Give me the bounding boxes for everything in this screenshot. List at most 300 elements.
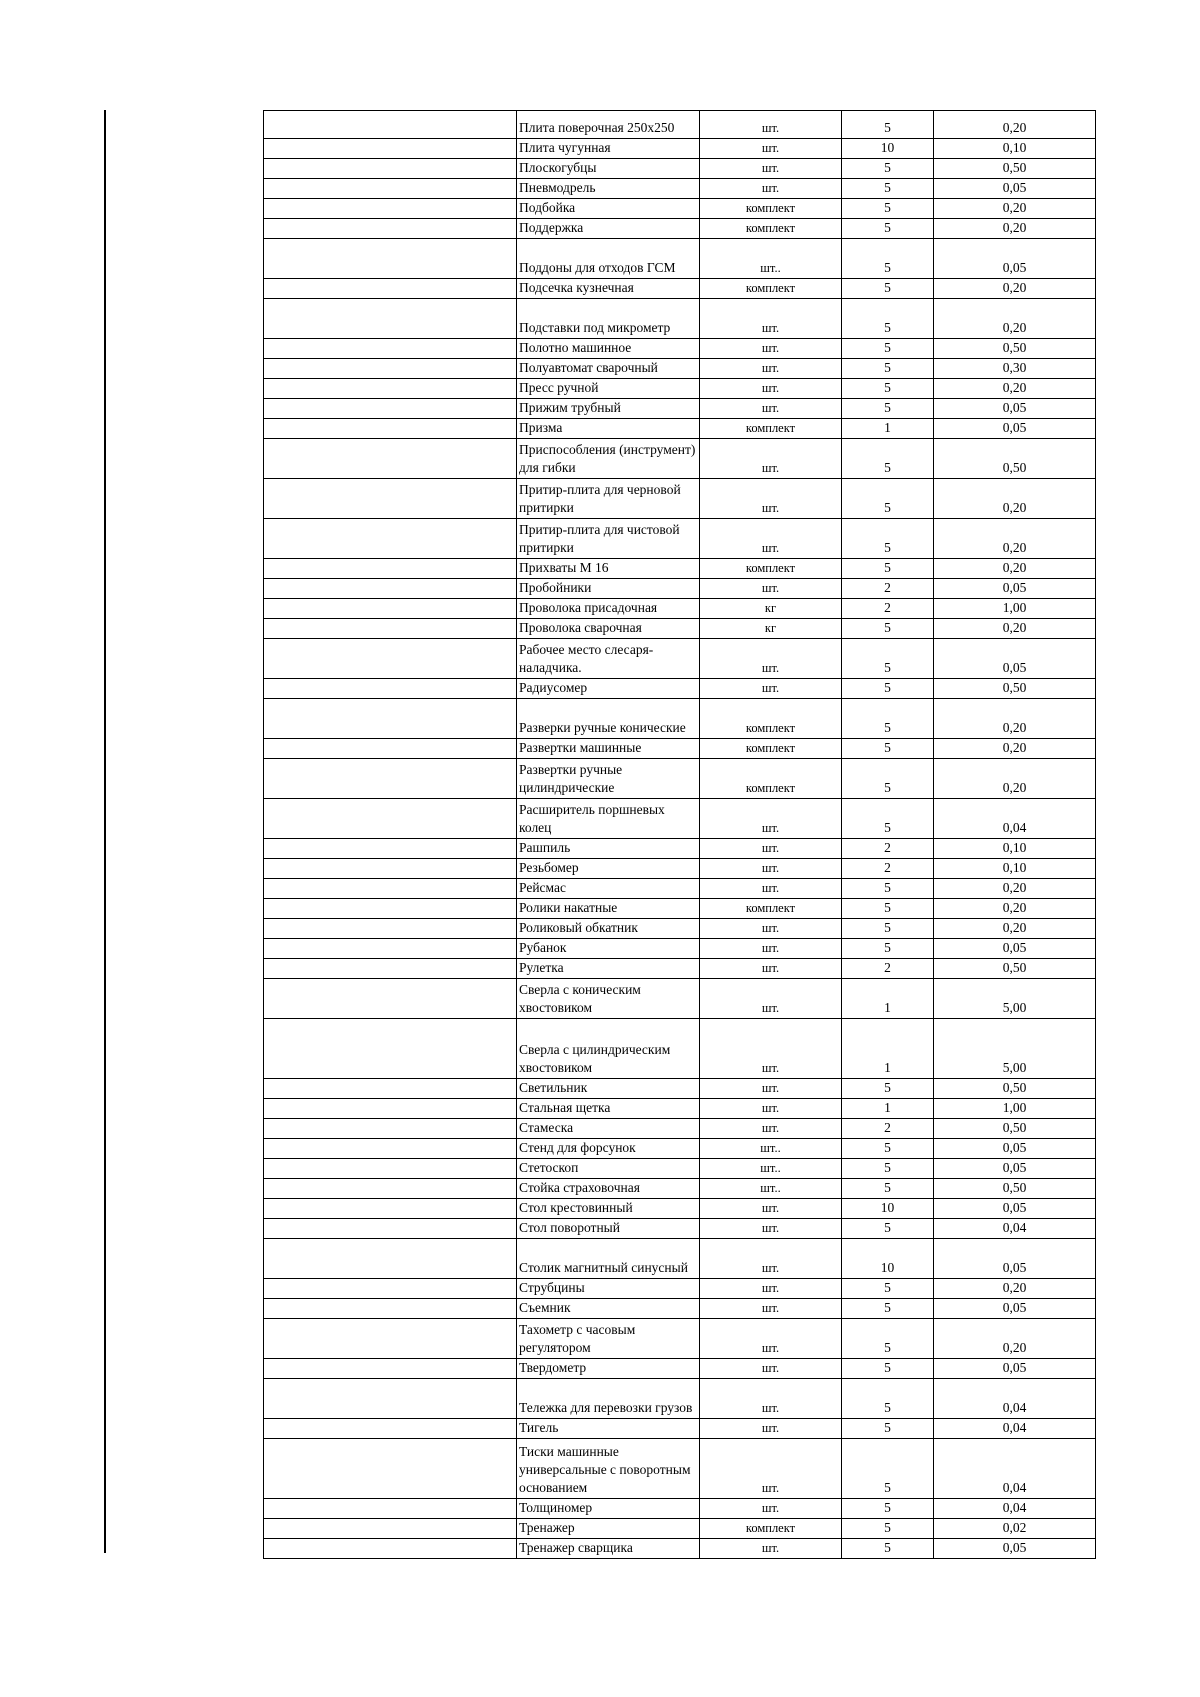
item-unit-cell: кг bbox=[700, 599, 842, 619]
item-unit-cell: шт.. bbox=[700, 239, 842, 279]
table-row bbox=[264, 399, 1096, 419]
item-qty-cell: 5 bbox=[842, 399, 934, 419]
table-row bbox=[264, 1499, 1096, 1519]
item-unit-cell: шт. bbox=[700, 179, 842, 199]
item-qty-cell: 2 bbox=[842, 579, 934, 599]
item-unit-cell: шт. bbox=[700, 1539, 842, 1559]
item-coef-cell: 0,20 bbox=[934, 739, 1096, 759]
item-unit-cell: комплект bbox=[700, 759, 842, 799]
item-unit-cell: комплект bbox=[700, 419, 842, 439]
item-coef-cell: 0,50 bbox=[934, 959, 1096, 979]
item-name-cell: Рубанок bbox=[517, 939, 700, 959]
table-row bbox=[264, 679, 1096, 699]
item-qty-cell: 5 bbox=[842, 1499, 934, 1519]
item-qty-cell: 2 bbox=[842, 599, 934, 619]
row-empty-cell bbox=[264, 1019, 517, 1079]
item-unit-cell: комплект bbox=[700, 899, 842, 919]
item-unit-cell: шт. bbox=[700, 1199, 842, 1219]
item-unit-cell: шт. bbox=[700, 139, 842, 159]
item-name-cell: Рабочее место слесаря-наладчика. bbox=[517, 639, 700, 679]
row-empty-cell bbox=[264, 379, 517, 399]
row-empty-cell bbox=[264, 739, 517, 759]
row-empty-cell bbox=[264, 419, 517, 439]
table-row bbox=[264, 479, 1096, 519]
item-coef-cell: 1,00 bbox=[934, 1099, 1096, 1119]
table-row bbox=[264, 1219, 1096, 1239]
item-coef-cell: 0,10 bbox=[934, 839, 1096, 859]
item-name-cell: Стенд для форсунок bbox=[517, 1139, 700, 1159]
item-unit-cell: комплект bbox=[700, 199, 842, 219]
item-coef-cell: 0,30 bbox=[934, 359, 1096, 379]
item-coef-cell: 0,50 bbox=[934, 679, 1096, 699]
item-coef-cell: 1,00 bbox=[934, 599, 1096, 619]
item-coef-cell: 0,20 bbox=[934, 199, 1096, 219]
row-empty-cell bbox=[264, 1279, 517, 1299]
table-row bbox=[264, 1199, 1096, 1219]
item-name-cell: Притир-плита для чистовой притирки bbox=[517, 519, 700, 559]
item-qty-cell: 5 bbox=[842, 899, 934, 919]
item-coef-cell: 0,20 bbox=[934, 219, 1096, 239]
item-name-cell: Полотно машинное bbox=[517, 339, 700, 359]
item-unit-cell: шт. bbox=[700, 579, 842, 599]
item-qty-cell: 5 bbox=[842, 1159, 934, 1179]
item-qty-cell: 5 bbox=[842, 1439, 934, 1499]
item-name-cell: Тигель bbox=[517, 1419, 700, 1439]
table-row bbox=[264, 979, 1096, 1019]
item-name-cell: Стальная щетка bbox=[517, 1099, 700, 1119]
item-unit-cell: комплект bbox=[700, 559, 842, 579]
equipment-table-body bbox=[264, 111, 1096, 1559]
item-unit-cell: шт.. bbox=[700, 1139, 842, 1159]
row-empty-cell bbox=[264, 699, 517, 739]
item-unit-cell: шт. bbox=[700, 1239, 842, 1279]
left-margin-rule bbox=[104, 110, 106, 1553]
item-unit-cell: шт. bbox=[700, 1499, 842, 1519]
item-unit-cell: шт. bbox=[700, 1319, 842, 1359]
item-unit-cell: шт. bbox=[700, 299, 842, 339]
item-qty-cell: 5 bbox=[842, 439, 934, 479]
item-qty-cell: 2 bbox=[842, 859, 934, 879]
item-qty-cell: 5 bbox=[842, 559, 934, 579]
table-row bbox=[264, 1079, 1096, 1099]
row-empty-cell bbox=[264, 1519, 517, 1539]
item-qty-cell: 5 bbox=[842, 1299, 934, 1319]
table-row bbox=[264, 1319, 1096, 1359]
item-coef-cell: 0,05 bbox=[934, 179, 1096, 199]
item-qty-cell: 2 bbox=[842, 959, 934, 979]
table-row bbox=[264, 959, 1096, 979]
item-unit-cell: шт. bbox=[700, 159, 842, 179]
item-qty-cell: 5 bbox=[842, 1539, 934, 1559]
item-name-cell: Струбцины bbox=[517, 1279, 700, 1299]
item-name-cell: Притир-плита для черновой притирки bbox=[517, 479, 700, 519]
row-empty-cell bbox=[264, 1099, 517, 1119]
item-name-cell: Пресс ручной bbox=[517, 379, 700, 399]
row-empty-cell bbox=[264, 519, 517, 559]
table-row bbox=[264, 599, 1096, 619]
item-qty-cell: 5 bbox=[842, 1219, 934, 1239]
item-coef-cell: 5,00 bbox=[934, 1019, 1096, 1079]
item-coef-cell: 0,50 bbox=[934, 1079, 1096, 1099]
item-name-cell: Сверла с цилиндрическим хвостовиком bbox=[517, 1019, 700, 1079]
item-qty-cell: 5 bbox=[842, 1519, 934, 1539]
row-empty-cell bbox=[264, 1379, 517, 1419]
item-unit-cell: шт. bbox=[700, 399, 842, 419]
row-empty-cell bbox=[264, 299, 517, 339]
item-unit-cell: шт. bbox=[700, 1359, 842, 1379]
table-row bbox=[264, 1299, 1096, 1319]
item-qty-cell: 5 bbox=[842, 939, 934, 959]
table-row bbox=[264, 379, 1096, 399]
item-qty-cell: 5 bbox=[842, 179, 934, 199]
table-row bbox=[264, 639, 1096, 679]
table-row bbox=[264, 159, 1096, 179]
item-qty-cell: 5 bbox=[842, 759, 934, 799]
item-coef-cell: 0,04 bbox=[934, 799, 1096, 839]
item-qty-cell: 5 bbox=[842, 679, 934, 699]
item-qty-cell: 5 bbox=[842, 479, 934, 519]
row-empty-cell bbox=[264, 1499, 517, 1519]
table-row bbox=[264, 879, 1096, 899]
table-row bbox=[264, 1379, 1096, 1419]
item-name-cell: Призма bbox=[517, 419, 700, 439]
item-qty-cell: 5 bbox=[842, 279, 934, 299]
item-unit-cell: шт. bbox=[700, 959, 842, 979]
item-qty-cell: 5 bbox=[842, 159, 934, 179]
item-name-cell: Полуавтомат сварочный bbox=[517, 359, 700, 379]
item-unit-cell: комплект bbox=[700, 219, 842, 239]
row-empty-cell bbox=[264, 1119, 517, 1139]
item-coef-cell: 0,20 bbox=[934, 919, 1096, 939]
table-row bbox=[264, 1539, 1096, 1559]
table-row bbox=[264, 699, 1096, 739]
row-empty-cell bbox=[264, 1199, 517, 1219]
table-row bbox=[264, 619, 1096, 639]
row-empty-cell bbox=[264, 1319, 517, 1359]
table-row bbox=[264, 1239, 1096, 1279]
item-qty-cell: 5 bbox=[842, 639, 934, 679]
table-row bbox=[264, 519, 1096, 559]
row-empty-cell bbox=[264, 1239, 517, 1279]
item-unit-cell: шт. bbox=[700, 1279, 842, 1299]
item-name-cell: Проволока сварочная bbox=[517, 619, 700, 639]
item-unit-cell: шт. bbox=[700, 439, 842, 479]
item-name-cell: Тиски машинные универсальные с поворотным основанием bbox=[517, 1439, 700, 1499]
item-qty-cell: 5 bbox=[842, 1279, 934, 1299]
item-unit-cell: шт. bbox=[700, 1299, 842, 1319]
table-row bbox=[264, 1419, 1096, 1439]
item-qty-cell: 5 bbox=[842, 799, 934, 839]
table-row bbox=[264, 1099, 1096, 1119]
table-row bbox=[264, 759, 1096, 799]
item-coef-cell: 0,20 bbox=[934, 699, 1096, 739]
item-coef-cell: 0,04 bbox=[934, 1219, 1096, 1239]
table-row bbox=[264, 859, 1096, 879]
table-row bbox=[264, 199, 1096, 219]
item-name-cell: Приспособления (инструмент) для гибки bbox=[517, 439, 700, 479]
row-empty-cell bbox=[264, 979, 517, 1019]
table-row bbox=[264, 299, 1096, 339]
item-name-cell: Рейсмас bbox=[517, 879, 700, 899]
item-name-cell: Расширитель поршневых колец bbox=[517, 799, 700, 839]
row-empty-cell bbox=[264, 279, 517, 299]
item-qty-cell: 5 bbox=[842, 339, 934, 359]
row-empty-cell bbox=[264, 159, 517, 179]
row-empty-cell bbox=[264, 759, 517, 799]
item-name-cell: Радиусомер bbox=[517, 679, 700, 699]
table-row bbox=[264, 111, 1096, 139]
item-qty-cell: 5 bbox=[842, 379, 934, 399]
table-row bbox=[264, 359, 1096, 379]
item-name-cell: Светильник bbox=[517, 1079, 700, 1099]
row-empty-cell bbox=[264, 679, 517, 699]
row-empty-cell bbox=[264, 139, 517, 159]
table-row bbox=[264, 279, 1096, 299]
item-coef-cell: 0,20 bbox=[934, 299, 1096, 339]
item-unit-cell: шт. bbox=[700, 1079, 842, 1099]
item-name-cell: Резьбомер bbox=[517, 859, 700, 879]
item-qty-cell: 5 bbox=[842, 1179, 934, 1199]
table-row bbox=[264, 1159, 1096, 1179]
item-unit-cell: шт. bbox=[700, 939, 842, 959]
item-name-cell: Подбойка bbox=[517, 199, 700, 219]
table-row bbox=[264, 739, 1096, 759]
item-coef-cell: 0,50 bbox=[934, 339, 1096, 359]
item-qty-cell: 5 bbox=[842, 239, 934, 279]
item-qty-cell: 5 bbox=[842, 699, 934, 739]
item-coef-cell: 5,00 bbox=[934, 979, 1096, 1019]
row-empty-cell bbox=[264, 639, 517, 679]
row-empty-cell bbox=[264, 599, 517, 619]
item-name-cell: Проволока присадочная bbox=[517, 599, 700, 619]
item-name-cell: Прихваты М 16 bbox=[517, 559, 700, 579]
table-row bbox=[264, 339, 1096, 359]
item-name-cell: Тренажер сварщика bbox=[517, 1539, 700, 1559]
item-name-cell: Прижим трубный bbox=[517, 399, 700, 419]
row-empty-cell bbox=[264, 619, 517, 639]
item-coef-cell: 0,05 bbox=[934, 579, 1096, 599]
row-empty-cell bbox=[264, 839, 517, 859]
item-qty-cell: 5 bbox=[842, 1419, 934, 1439]
item-coef-cell: 0,20 bbox=[934, 519, 1096, 559]
item-unit-cell: шт. bbox=[700, 859, 842, 879]
row-empty-cell bbox=[264, 439, 517, 479]
item-coef-cell: 0,20 bbox=[934, 479, 1096, 519]
item-unit-cell: шт. bbox=[700, 519, 842, 559]
table-row bbox=[264, 839, 1096, 859]
item-coef-cell: 0,20 bbox=[934, 559, 1096, 579]
row-empty-cell bbox=[264, 1359, 517, 1379]
item-name-cell: Тележка для перевозки грузов bbox=[517, 1379, 700, 1419]
item-qty-cell: 1 bbox=[842, 979, 934, 1019]
item-coef-cell: 0,05 bbox=[934, 939, 1096, 959]
row-empty-cell bbox=[264, 1139, 517, 1159]
item-coef-cell: 0,05 bbox=[934, 1359, 1096, 1379]
item-qty-cell: 5 bbox=[842, 1079, 934, 1099]
item-name-cell: Роликовый обкатник bbox=[517, 919, 700, 939]
row-empty-cell bbox=[264, 359, 517, 379]
item-coef-cell: 0,05 bbox=[934, 1199, 1096, 1219]
item-unit-cell: шт. bbox=[700, 1019, 842, 1079]
item-name-cell: Разверки ручные конические bbox=[517, 699, 700, 739]
item-name-cell: Твердомeтр bbox=[517, 1359, 700, 1379]
item-coef-cell: 0,05 bbox=[934, 1159, 1096, 1179]
item-name-cell: Тахометр с часовым регулятором bbox=[517, 1319, 700, 1359]
row-empty-cell bbox=[264, 1159, 517, 1179]
item-name-cell: Подсечка кузнечная bbox=[517, 279, 700, 299]
item-name-cell: Съемник bbox=[517, 1299, 700, 1319]
row-empty-cell bbox=[264, 919, 517, 939]
item-coef-cell: 0,04 bbox=[934, 1419, 1096, 1439]
item-qty-cell: 5 bbox=[842, 1319, 934, 1359]
item-unit-cell: шт. bbox=[700, 919, 842, 939]
row-empty-cell bbox=[264, 859, 517, 879]
item-name-cell: Стол крестовинный bbox=[517, 1199, 700, 1219]
item-unit-cell: шт. bbox=[700, 111, 842, 139]
item-coef-cell: 0,50 bbox=[934, 159, 1096, 179]
table-row bbox=[264, 239, 1096, 279]
item-qty-cell: 10 bbox=[842, 1239, 934, 1279]
item-name-cell: Плита чугунная bbox=[517, 139, 700, 159]
item-qty-cell: 5 bbox=[842, 619, 934, 639]
item-qty-cell: 5 bbox=[842, 739, 934, 759]
equipment-table bbox=[263, 110, 1096, 1559]
item-coef-cell: 0,04 bbox=[934, 1499, 1096, 1519]
item-coef-cell: 0,20 bbox=[934, 1319, 1096, 1359]
item-unit-cell: шт. bbox=[700, 1419, 842, 1439]
row-empty-cell bbox=[264, 939, 517, 959]
item-name-cell: Пневмодрель bbox=[517, 179, 700, 199]
item-coef-cell: 0,02 bbox=[934, 1519, 1096, 1539]
row-empty-cell bbox=[264, 1219, 517, 1239]
table-row bbox=[264, 1519, 1096, 1539]
item-unit-cell: шт. bbox=[700, 359, 842, 379]
item-unit-cell: шт. bbox=[700, 339, 842, 359]
row-empty-cell bbox=[264, 799, 517, 839]
item-unit-cell: шт. bbox=[700, 1439, 842, 1499]
item-qty-cell: 1 bbox=[842, 419, 934, 439]
table-row bbox=[264, 559, 1096, 579]
item-name-cell: Плоскогубцы bbox=[517, 159, 700, 179]
item-name-cell: Пробойники bbox=[517, 579, 700, 599]
item-unit-cell: шт. bbox=[700, 1099, 842, 1119]
table-row bbox=[264, 1019, 1096, 1079]
row-empty-cell bbox=[264, 179, 517, 199]
item-coef-cell: 0,20 bbox=[934, 1279, 1096, 1299]
row-empty-cell bbox=[264, 1539, 517, 1559]
item-unit-cell: шт. bbox=[700, 799, 842, 839]
item-coef-cell: 0,20 bbox=[934, 619, 1096, 639]
item-coef-cell: 0,05 bbox=[934, 399, 1096, 419]
item-name-cell: Стойка страховочная bbox=[517, 1179, 700, 1199]
item-name-cell: Подставки под микрометр bbox=[517, 299, 700, 339]
item-name-cell: Толщиномер bbox=[517, 1499, 700, 1519]
item-coef-cell: 0,05 bbox=[934, 1139, 1096, 1159]
item-unit-cell: кг bbox=[700, 619, 842, 639]
item-qty-cell: 10 bbox=[842, 1199, 934, 1219]
item-coef-cell: 0,20 bbox=[934, 279, 1096, 299]
item-qty-cell: 5 bbox=[842, 1139, 934, 1159]
item-qty-cell: 5 bbox=[842, 219, 934, 239]
item-coef-cell: 0,50 bbox=[934, 1119, 1096, 1139]
item-coef-cell: 0,04 bbox=[934, 1379, 1096, 1419]
table-row bbox=[264, 1139, 1096, 1159]
item-coef-cell: 0,50 bbox=[934, 1179, 1096, 1199]
item-name-cell: Столик магнитный синусный bbox=[517, 1239, 700, 1279]
item-qty-cell: 2 bbox=[842, 1119, 934, 1139]
table-row bbox=[264, 1279, 1096, 1299]
item-name-cell: Рулетка bbox=[517, 959, 700, 979]
item-qty-cell: 5 bbox=[842, 111, 934, 139]
table-row bbox=[264, 439, 1096, 479]
item-name-cell: Ролики накатные bbox=[517, 899, 700, 919]
item-unit-cell: шт. bbox=[700, 639, 842, 679]
item-coef-cell: 0,05 bbox=[934, 1539, 1096, 1559]
item-coef-cell: 0,50 bbox=[934, 439, 1096, 479]
item-unit-cell: комплект bbox=[700, 739, 842, 759]
item-qty-cell: 5 bbox=[842, 519, 934, 559]
row-empty-cell bbox=[264, 579, 517, 599]
item-name-cell: Стол поворотный bbox=[517, 1219, 700, 1239]
table-row bbox=[264, 219, 1096, 239]
item-coef-cell: 0,04 bbox=[934, 1439, 1096, 1499]
item-unit-cell: шт. bbox=[700, 1379, 842, 1419]
item-coef-cell: 0,10 bbox=[934, 859, 1096, 879]
item-unit-cell: комплект bbox=[700, 1519, 842, 1539]
item-name-cell: Поддоны для отходов ГСМ bbox=[517, 239, 700, 279]
item-coef-cell: 0,20 bbox=[934, 899, 1096, 919]
table-row bbox=[264, 899, 1096, 919]
row-empty-cell bbox=[264, 479, 517, 519]
item-qty-cell: 5 bbox=[842, 359, 934, 379]
item-coef-cell: 0,05 bbox=[934, 239, 1096, 279]
item-name-cell: Развертки ручные цилиндрические bbox=[517, 759, 700, 799]
item-unit-cell: комплект bbox=[700, 699, 842, 739]
row-empty-cell bbox=[264, 899, 517, 919]
item-coef-cell: 0,05 bbox=[934, 1299, 1096, 1319]
row-empty-cell bbox=[264, 399, 517, 419]
item-qty-cell: 1 bbox=[842, 1099, 934, 1119]
item-coef-cell: 0,20 bbox=[934, 879, 1096, 899]
table-row bbox=[264, 919, 1096, 939]
item-coef-cell: 0,20 bbox=[934, 759, 1096, 799]
item-name-cell: Развертки машинные bbox=[517, 739, 700, 759]
table-row bbox=[264, 939, 1096, 959]
item-unit-cell: шт. bbox=[700, 879, 842, 899]
item-unit-cell: шт. bbox=[700, 479, 842, 519]
item-name-cell: Поддержка bbox=[517, 219, 700, 239]
table-row bbox=[264, 1119, 1096, 1139]
item-coef-cell: 0,20 bbox=[934, 379, 1096, 399]
row-empty-cell bbox=[264, 1179, 517, 1199]
item-unit-cell: шт.. bbox=[700, 1159, 842, 1179]
row-empty-cell bbox=[264, 879, 517, 899]
item-coef-cell: 0,05 bbox=[934, 639, 1096, 679]
item-unit-cell: шт. bbox=[700, 839, 842, 859]
row-empty-cell bbox=[264, 111, 517, 139]
item-name-cell: Стамеска bbox=[517, 1119, 700, 1139]
table-row bbox=[264, 1359, 1096, 1379]
row-empty-cell bbox=[264, 1299, 517, 1319]
row-empty-cell bbox=[264, 559, 517, 579]
item-unit-cell: комплект bbox=[700, 279, 842, 299]
table-row bbox=[264, 1439, 1096, 1499]
item-unit-cell: шт. bbox=[700, 979, 842, 1019]
item-qty-cell: 5 bbox=[842, 1379, 934, 1419]
item-qty-cell: 5 bbox=[842, 199, 934, 219]
row-empty-cell bbox=[264, 1079, 517, 1099]
item-unit-cell: шт. bbox=[700, 1119, 842, 1139]
